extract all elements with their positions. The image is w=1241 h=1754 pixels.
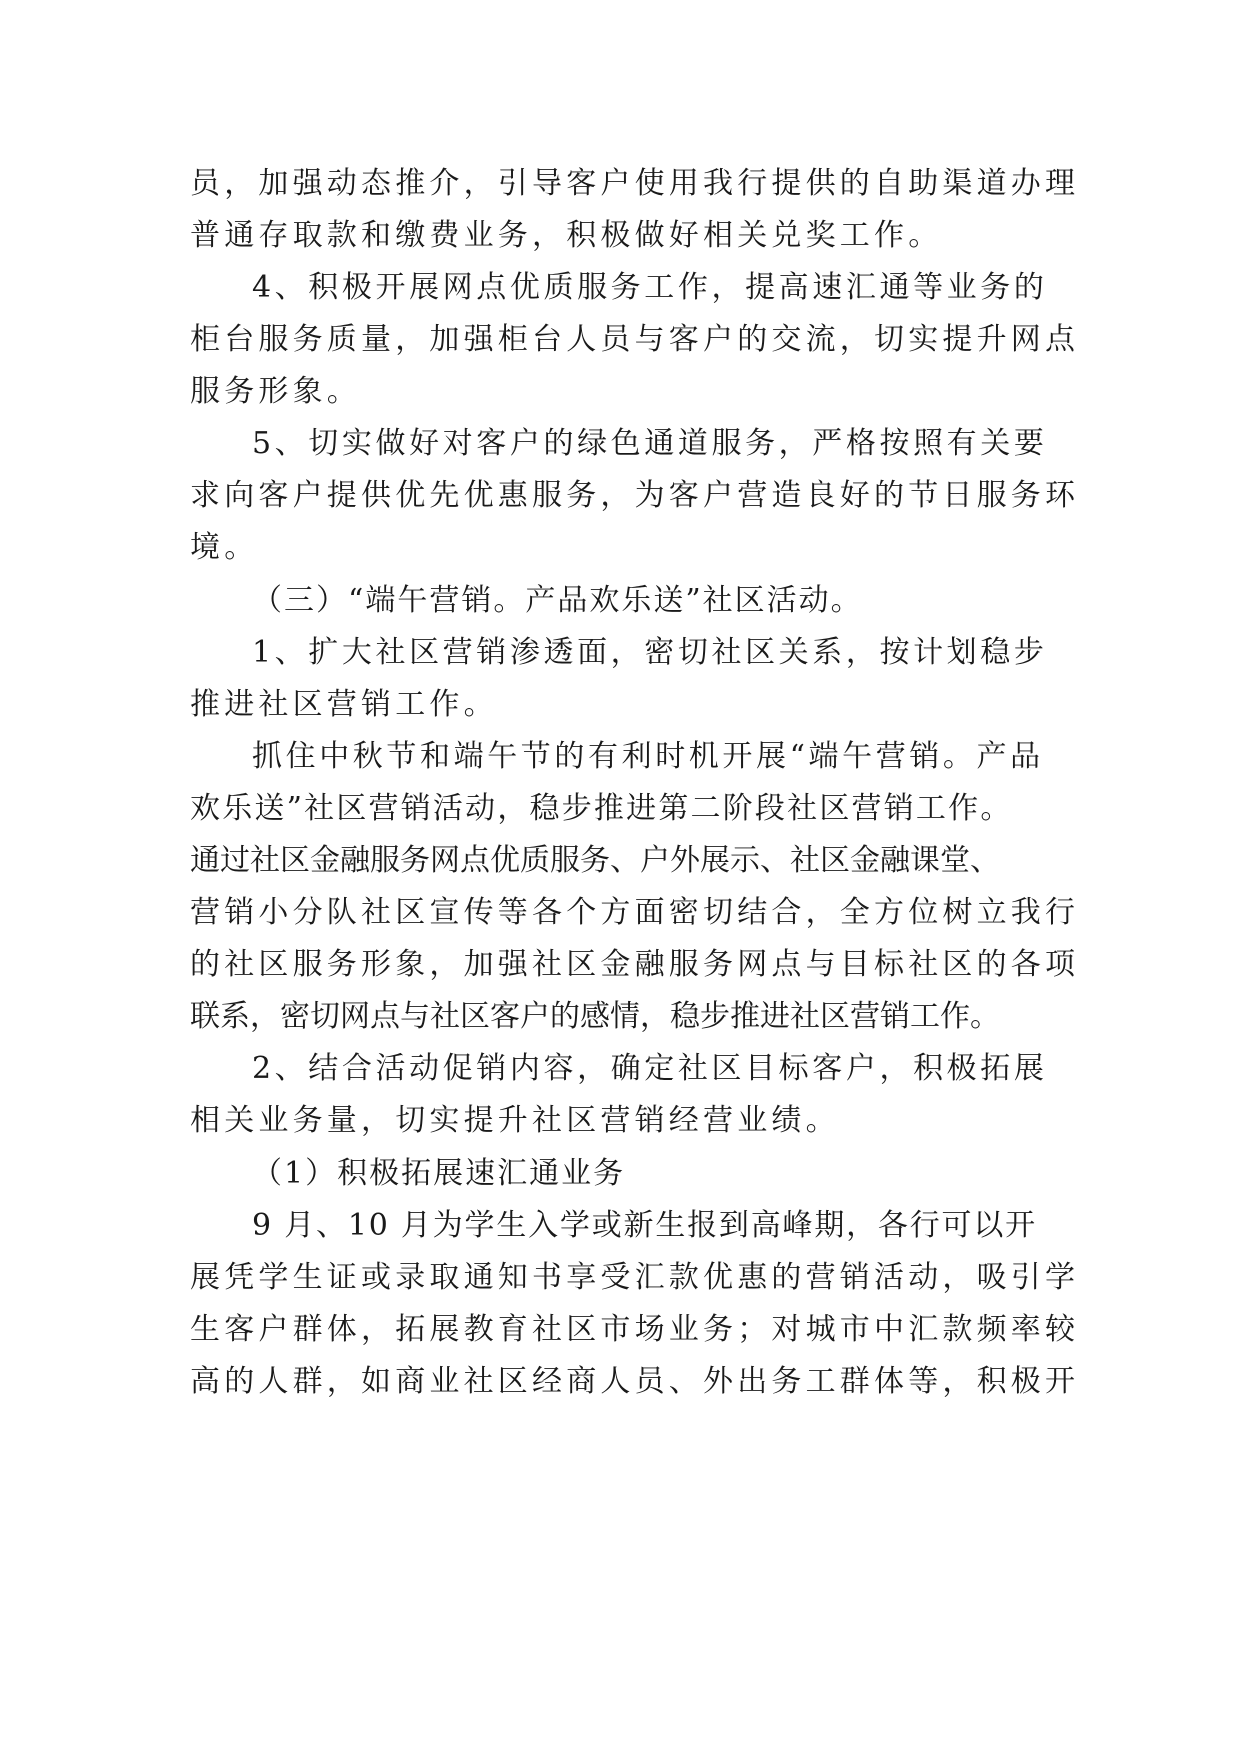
subsection-heading-1: （1）积极拓展速汇通业务	[252, 1156, 626, 1191]
text-line-12: 抓住中秋节和端午节的有利时机开展“端午营销。产品	[252, 739, 1044, 774]
text-line-15: 营销小分队社区宣传等各个方面密切结合，全方位树立我行	[190, 895, 1080, 930]
text-line-14: 通过社区金融服务网点优质服务、户外展示、社区金融课堂、	[190, 843, 1000, 878]
text-line-10: 1、扩大社区营销渗透面，密切社区关系，按计划稳步	[252, 635, 1048, 670]
text-line-17: 联系，密切网点与社区客户的感情，稳步推进社区营销工作。	[190, 999, 1000, 1034]
text-line-2: 普通存取款和缴费业务，积极做好相关兑奖工作。	[190, 218, 943, 253]
text-line-3: 4、积极开展网点优质服务工作，提高速汇通等业务的	[252, 270, 1048, 305]
text-line-6: 5、切实做好对客户的绿色通道服务，严格按照有关要	[252, 426, 1048, 461]
text-line-13: 欢乐送”社区营销活动，稳步推进第二阶段社区营销工作。	[190, 791, 1013, 826]
text-line-7: 求向客户提供优先优惠服务，为客户营造良好的节日服务环	[190, 478, 1080, 513]
text-line-5: 服务形象。	[190, 374, 361, 409]
text-line-11: 推进社区营销工作。	[190, 687, 498, 722]
text-line-18: 2、结合活动促销内容，确定社区目标客户，积极拓展	[252, 1051, 1048, 1086]
text-line-19: 相关业务量，切实提升社区营销经营业绩。	[190, 1103, 840, 1138]
text-line-1: 员，加强动态推介，引导客户使用我行提供的自助渠道办理	[190, 166, 1080, 201]
text-line-21: 9 月、10 月为学生入学或新生报到高峰期，各行可以开	[252, 1208, 1037, 1243]
text-line-23: 生客户群体，拓展教育社区市场业务；对城市中汇款频率较	[190, 1312, 1080, 1347]
text-line-24: 高的人群，如商业社区经商人员、外出务工群体等，积极开	[190, 1364, 1080, 1399]
text-line-4: 柜台服务质量，加强柜台人员与客户的交流，切实提升网点	[190, 322, 1080, 357]
text-line-16: 的社区服务形象，加强社区金融服务网点与目标社区的各项	[190, 947, 1080, 982]
section-heading-3: （三）“端午营销。产品欢乐送”社区活动。	[252, 583, 863, 618]
text-line-22: 展凭学生证或录取通知书享受汇款优惠的营销活动，吸引学	[190, 1260, 1080, 1295]
text-line-8: 境。	[190, 530, 259, 565]
